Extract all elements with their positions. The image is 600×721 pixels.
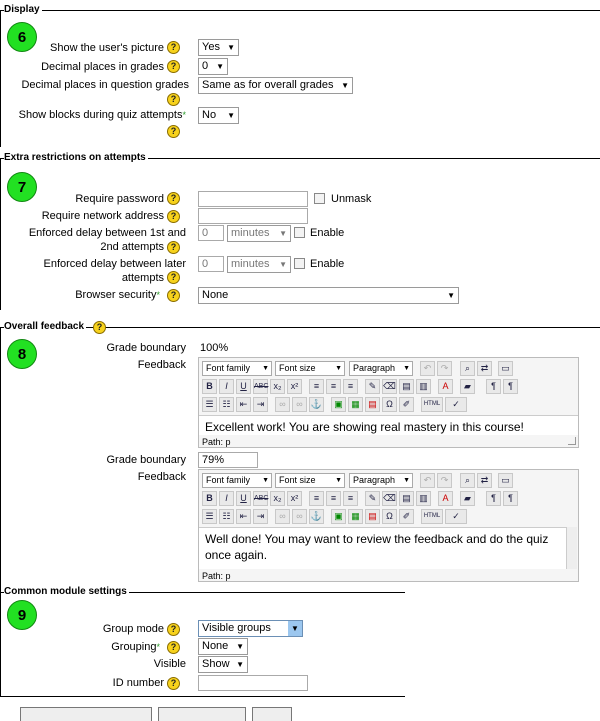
html-source-button[interactable]: HTML [421,397,443,412]
password-input[interactable] [198,191,308,207]
grouping-help-icon[interactable]: ? [167,641,180,654]
delay1-label-line2: 2nd attempts [100,241,164,253]
display-section-left-border [0,10,1,147]
visible-select[interactable]: Show ▼ [198,656,248,673]
editor-1-path: Path: p [202,437,231,447]
step-6-badge: 6 [7,22,37,52]
show-blocks-select[interactable]: No ▼ [198,107,239,124]
unmask-label: Unmask [331,193,372,205]
indent-icon[interactable]: ⇥ [253,509,268,524]
anchor-icon[interactable]: ⚓ [309,509,324,524]
outdent-icon[interactable]: ⇤ [236,509,251,524]
restrictions-section-title: Extra restrictions on attempts [4,152,146,163]
table-icon[interactable]: ▤ [365,397,380,412]
delay1-value-input[interactable]: 0 [198,225,224,241]
browser-security-label [10,288,160,302]
delay1-help-icon[interactable]: ? [167,241,180,254]
editor-1-resize-handle[interactable] [568,437,576,445]
align-right-icon[interactable]: ≡ [343,491,358,506]
decimal-grades-help-icon[interactable]: ? [167,60,180,73]
feedback-section-left-border [0,327,1,592]
save-return-button[interactable] [20,707,152,721]
editor-2-toolbar-row-1 [202,473,578,490]
decimal-grades-select[interactable]: 0 ▼ [198,58,228,75]
show-picture-select[interactable]: Yes ▼ [198,39,239,56]
subscript-button[interactable]: x₂ [270,379,285,394]
anchor-icon[interactable]: ⚓ [309,397,324,412]
network-input[interactable] [198,208,308,224]
table-icon[interactable]: ▤ [365,509,380,524]
italic-button[interactable]: I [219,379,234,394]
show-picture-label: Show the user's picture [50,42,164,54]
browser-security-select[interactable]: None ▼ [198,287,459,304]
editor-2-toolbar-row-2 [202,491,578,508]
indent-icon[interactable]: ⇥ [253,397,268,412]
common-section-left-border [0,592,1,696]
id-number-input[interactable] [198,675,308,691]
delay2-label-line2: attempts [121,272,164,284]
step-9-badge: 9 [7,600,37,630]
network-help-icon[interactable]: ? [167,210,180,223]
strikethrough-button[interactable]: ABC [253,379,268,394]
unlink-icon[interactable]: ∞ [292,397,307,412]
fullscreen-icon[interactable]: ▭ [498,361,513,376]
numbered-list-icon[interactable]: ☷ [219,509,234,524]
required-asterisk: * [156,642,160,652]
save-display-button[interactable] [158,707,246,721]
step-7-badge: 7 [7,172,37,202]
font-family-dropdown[interactable]: Font family ▼ [202,473,272,488]
superscript-button[interactable]: x² [287,491,302,506]
decimal-question-help-icon[interactable]: ? [167,93,180,106]
find-icon[interactable]: ⌕ [460,361,475,376]
editor-2-toolbar-row-3 [202,509,578,526]
common-section-title: Common module settings [4,586,127,597]
feedback-2-label: Feedback [137,471,186,483]
delay2-value-input[interactable]: 0 [198,256,224,272]
unlink-icon[interactable]: ∞ [292,509,307,524]
grouping-label [10,640,160,654]
html-source-button[interactable]: HTML [421,509,443,524]
spellcheck-icon[interactable]: ✓ [445,509,467,524]
underline-button[interactable]: U [236,379,251,394]
image-icon[interactable]: ▣ [331,397,346,412]
editor-1-toolbar-row-2 [202,379,578,396]
delay1-enable-label: Enable [310,227,345,239]
decimal-question-select[interactable]: Same as for overall grades ▼ [198,77,353,94]
feedback-editor-1[interactable] [198,357,579,448]
outdent-icon[interactable]: ⇤ [236,397,251,412]
font-size-dropdown[interactable]: Font size ▼ [275,473,345,488]
bold-button[interactable]: B [202,379,217,394]
display-section-title: Display [4,4,40,15]
grouping-label-text: Grouping [111,641,157,653]
display-section-border [0,10,600,11]
group-mode-label: Group mode [102,623,164,635]
text-color-icon[interactable]: A [438,379,453,394]
show-blocks-help-icon[interactable]: ? [167,125,180,138]
step-8-badge: 8 [7,339,37,369]
link-icon[interactable]: ∞ [275,509,290,524]
decimal-grades-label: Decimal places in grades [41,61,164,73]
grade-boundary-1-value: 100% [200,342,229,354]
background-color-icon[interactable]: ▰ [460,379,475,394]
paste-word-icon[interactable]: ▥ [416,491,431,506]
grade-boundary-1-label: Grade boundary [106,342,186,354]
delay2-help-icon[interactable]: ? [167,271,180,284]
editor-2-path: Path: p [202,571,231,581]
redo-icon[interactable]: ↷ [437,361,452,376]
editor-1-content[interactable]: Excellent work! You are showing real mastery in this course! [199,415,578,435]
restrictions-section-left-border [0,158,1,310]
numbered-list-icon[interactable]: ☷ [219,397,234,412]
rtl-icon[interactable]: ¶ [503,379,518,394]
text-color-icon[interactable]: A [438,491,453,506]
required-asterisk: * [156,290,160,300]
undo-icon[interactable]: ↶ [420,361,435,376]
grade-boundary-2-input[interactable]: 79% [198,452,258,468]
media-icon[interactable]: ▦ [348,397,363,412]
password-label: Require password [75,193,164,205]
italic-button[interactable]: I [219,491,234,506]
media-icon[interactable]: ▦ [348,509,363,524]
paste-text-icon[interactable]: ▤ [399,379,414,394]
delay2-enable-checkbox[interactable] [294,258,305,269]
replace-icon[interactable]: ⇄ [477,473,492,488]
feedback-section-border [0,327,600,328]
remove-format-icon[interactable]: ⌫ [382,379,397,394]
edit-icon[interactable]: ✐ [399,509,414,524]
bottom-divider [0,696,405,697]
spellcheck-icon[interactable]: ✓ [445,397,467,412]
paste-word-icon[interactable]: ▥ [416,379,431,394]
cancel-button[interactable] [252,707,292,721]
find-icon[interactable]: ⌕ [460,473,475,488]
browser-security-help-icon[interactable]: ? [167,289,180,302]
browser-security-label-text: Browser security [75,289,157,301]
font-family-dropdown[interactable]: Font family ▼ [202,361,272,376]
delay1-enable-checkbox[interactable] [294,227,305,238]
show-blocks-label-text: Show blocks during quiz attempts [18,109,183,121]
paragraph-dropdown[interactable]: Paragraph ▼ [349,361,413,376]
undo-icon[interactable]: ↶ [420,473,435,488]
underline-button[interactable]: U [236,491,251,506]
align-right-icon[interactable]: ≡ [343,379,358,394]
delay2-enable-label: Enable [310,258,345,270]
feedback-1-label: Feedback [137,359,186,371]
editor-2-scrollbar[interactable] [566,527,577,569]
feedback-editor-2[interactable] [198,469,579,582]
fullscreen-icon[interactable]: ▭ [498,473,513,488]
special-char-icon[interactable]: Ω [382,509,397,524]
bold-button[interactable]: B [202,491,217,506]
special-char-icon[interactable]: Ω [382,397,397,412]
redo-icon[interactable]: ↷ [437,473,452,488]
show-picture-help-icon[interactable]: ? [167,41,180,54]
grouping-select[interactable]: None ▼ [198,638,248,655]
ltr-icon[interactable]: ¶ [486,491,501,506]
image-icon[interactable]: ▣ [331,509,346,524]
required-asterisk: * [182,110,186,120]
editor-1-toolbar-row-3 [202,397,578,414]
ltr-icon[interactable]: ¶ [486,379,501,394]
strikethrough-button[interactable]: ABC [253,491,268,506]
delay2-label-line1: Enforced delay between later [43,258,186,270]
paste-text-icon[interactable]: ▤ [399,491,414,506]
cleanup-icon[interactable]: ✎ [365,379,380,394]
align-left-icon[interactable]: ≡ [309,379,324,394]
show-blocks-label [10,108,186,122]
visible-label: Visible [153,658,186,670]
superscript-button[interactable]: x² [287,379,302,394]
font-size-dropdown[interactable]: Font size ▼ [275,361,345,376]
bullet-list-icon[interactable]: ☰ [202,509,217,524]
password-help-icon[interactable]: ? [167,192,180,205]
rtl-icon[interactable]: ¶ [503,491,518,506]
delay2-unit-select[interactable]: minutes ▼ [227,256,291,273]
align-center-icon[interactable]: ≡ [326,491,341,506]
network-label: Require network address [41,210,164,222]
align-center-icon[interactable]: ≡ [326,379,341,394]
delay1-unit-select[interactable]: minutes ▼ [227,225,291,242]
feedback-section-title: Overall feedback [4,321,85,332]
remove-format-icon[interactable]: ⌫ [382,491,397,506]
grade-boundary-2-label: Grade boundary [106,454,186,466]
group-mode-select[interactable]: Visible groups ▼ [198,620,303,637]
link-icon[interactable]: ∞ [275,397,290,412]
editor-2-content[interactable]: Well done! You may want to review the feedback and do the quiz once again. [199,527,566,569]
id-number-label: ID number [112,677,164,689]
background-color-icon[interactable]: ▰ [460,491,475,506]
edit-icon[interactable]: ✐ [399,397,414,412]
id-number-help-icon[interactable]: ? [167,677,180,690]
replace-icon[interactable]: ⇄ [477,361,492,376]
decimal-question-label: Decimal places in question grades [21,79,189,91]
align-left-icon[interactable]: ≡ [309,491,324,506]
bullet-list-icon[interactable]: ☰ [202,397,217,412]
feedback-section-help-icon[interactable]: ? [93,321,106,334]
paragraph-dropdown[interactable]: Paragraph ▼ [349,473,413,488]
subscript-button[interactable]: x₂ [270,491,285,506]
delay1-label-line1: Enforced delay between 1st and [28,227,186,239]
editor-1-toolbar-row-1 [202,361,578,378]
group-mode-help-icon[interactable]: ? [167,623,180,636]
unmask-checkbox[interactable] [314,193,325,204]
cleanup-icon[interactable]: ✎ [365,491,380,506]
